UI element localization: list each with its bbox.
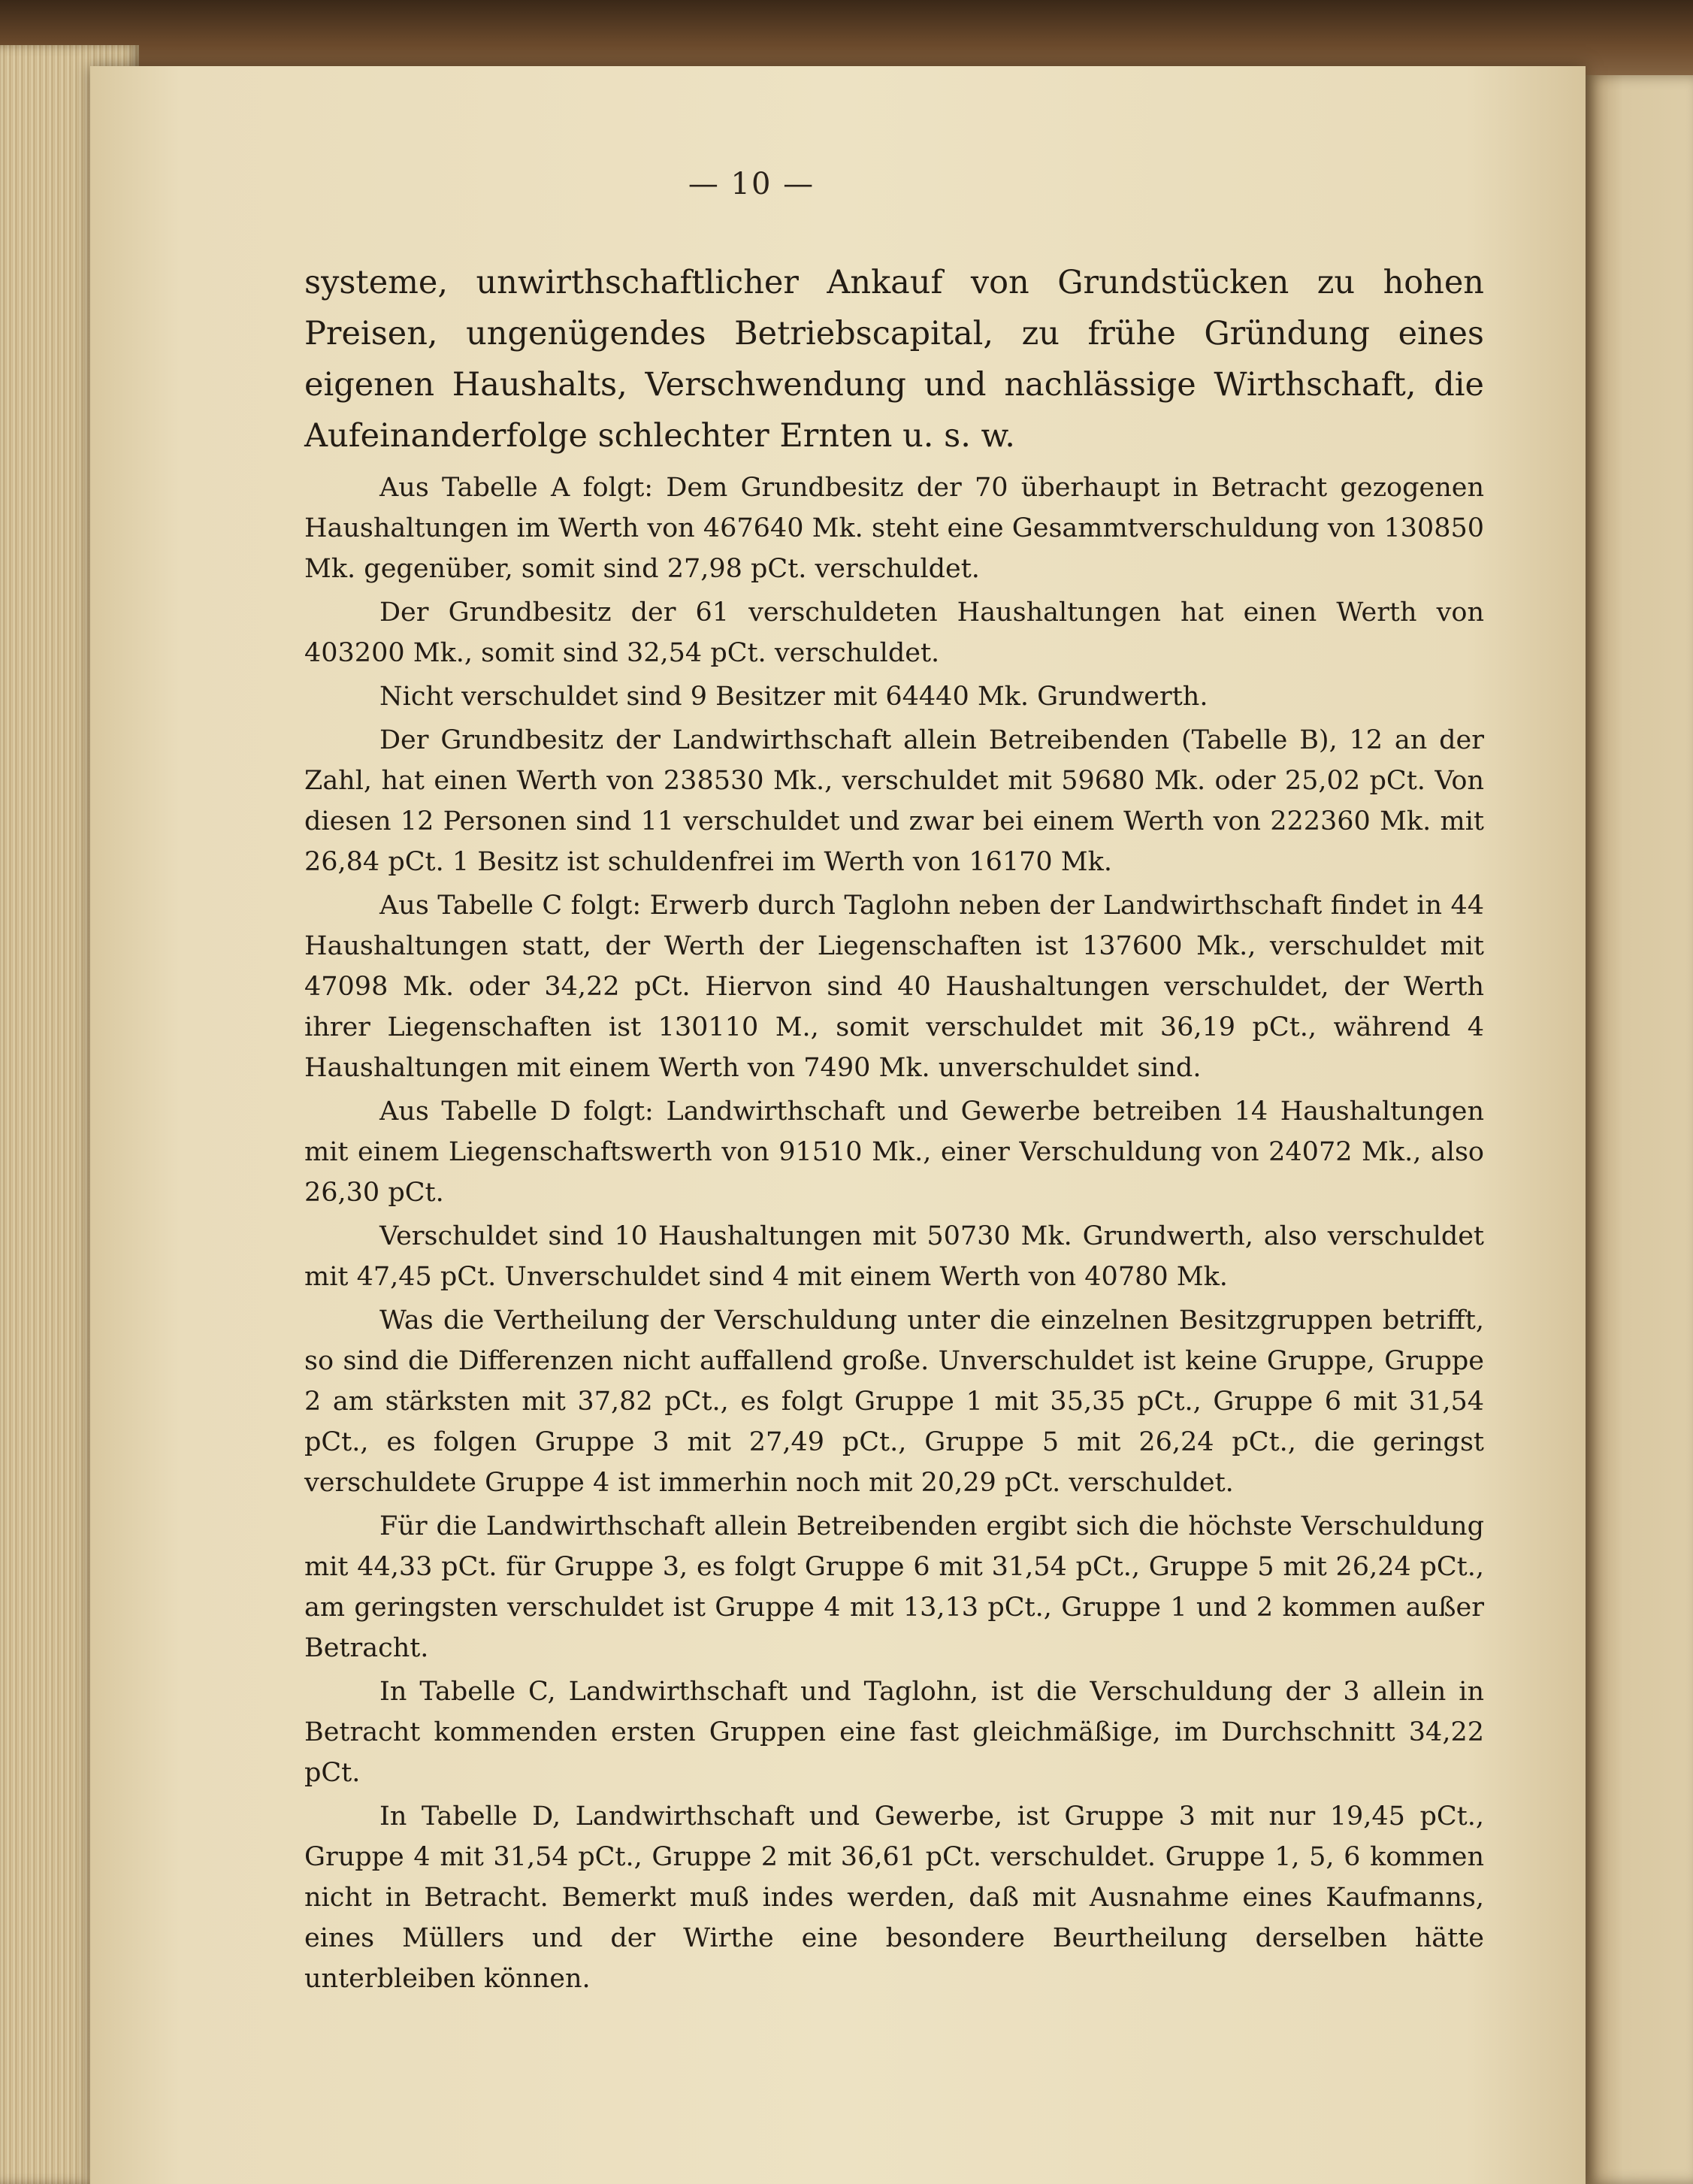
- body-text: [304, 257, 1484, 2002]
- facing-page-edge: [1586, 75, 1693, 2184]
- paragraph-tabelle-a: Aus Tabelle A folgt: Dem Grundbesitz der 70 überhaupt in Betracht gezogenen Haushaltungen im Werth von 467640 Mk. steht eine Gesammtverschuldung von 130850 Mk. gegenüber, somit sind 27,98 pCt. verschuldet.: [304, 473, 1484, 584]
- paragraph-tabelle-d: Aus Tabelle D folgt: Landwirthschaft und Gewerbe betreiben 14 Haushaltungen mit einem Liegenschaftswerth von 91510 Mk., einer Verschuldung von 24072 Mk., also 26,30 pCt.: [304, 1097, 1484, 1208]
- paragraph-tabelle-b: Der Grundbesitz der Landwirthschaft allein Betreibenden (Tabelle B), 12 an der Zahl, hat einen Werth von 238530 Mk., verschuldet mit 59680 Mk. oder 25,02 pCt. Von diesen 12 Personen sind 11 verschuldet und zwar bei einem Werth von 222360 Mk. mit 26,84 pCt. 1 Besitz ist schuldenfrei im Werth von 16170 Mk.: [304, 725, 1484, 877]
- paragraph-continuation: systeme, unwirthschaftlicher Ankauf von Grundstücken zu hohen Preisen, ungenügendes Betriebscapital, zu frühe Gründung eines eigenen Haushalts, Verschwendung und nachlässige Wirthschaft, die Aufeinanderfolge schlechter Ernten u. s. w.: [304, 264, 1484, 455]
- paragraph-tabelle-c-summary: In Tabelle C, Landwirthschaft und Taglohn, ist die Verschuldung der 3 allein in Betracht kommenden ersten Gruppen eine fast gleichmäßige, im Durchschnitt 34,22 pCt.: [304, 1677, 1484, 1788]
- paragraph-distribution: Was die Vertheilung der Verschuldung unter die einzelnen Besitzgruppen betrifft, so sind die Differenzen nicht auffallend große. Unverschuldet ist keine Gruppe, Gruppe 2 am stärksten mit 37,82 pCt., es folgt Gruppe 1 mit 35,35 pCt., Gruppe 6 mit 31,54 pCt., es folgen Gruppe 3 mit 27,49 pCt., Gruppe 5 mit 26,24 pCt., die geringst verschuldete Gruppe 4 ist immerhin noch mit 20,29 pCt. verschuldet.: [304, 1305, 1484, 1498]
- paragraph-tabelle-d-summary: In Tabelle D, Landwirthschaft und Gewerbe, ist Gruppe 3 mit nur 19,45 pCt., Gruppe 4 mit 31,54 pCt., Gruppe 2 mit 36,61 pCt. verschuldet. Gruppe 1, 5, 6 kommen nicht in Betracht. Bemerkt muß indes werden, daß mit Ausnahme eines Kaufmanns, eines Müllers und der Wirthe eine besondere Beurtheilung derselben hätte unterbleiben können.: [304, 1801, 1484, 1994]
- paragraph-not-indebted: Nicht verschuldet sind 9 Besitzer mit 64440 Mk. Grundwerth.: [379, 682, 1208, 712]
- paragraph-61-households: Der Grundbesitz der 61 verschuldeten Haushaltungen hat einen Werth von 403200 Mk., somit sind 32,54 pCt. verschuldet.: [304, 597, 1484, 668]
- paragraph-10-households: Verschuldet sind 10 Haushaltungen mit 50730 Mk. Grundwerth, also verschuldet mit 47,45 pCt. Unverschuldet sind 4 mit einem Werth von 40780 Mk.: [304, 1221, 1484, 1292]
- paragraph-agriculture-only: Für die Landwirthschaft allein Betreibenden ergibt sich die höchste Verschuldung mit 44,33 pCt. für Gruppe 3, es folgt Gruppe 6 mit 31,54 pCt., Gruppe 5 mit 26,24 pCt., am geringsten verschuldet ist Gruppe 4 mit 13,13 pCt., Gruppe 1 und 2 kommen außer Betracht.: [304, 1511, 1484, 1663]
- page-number: — 10 —: [688, 167, 815, 201]
- paragraph-tabelle-c: Aus Tabelle C folgt: Erwerb durch Taglohn neben der Landwirthschaft findet in 44 Haushaltungen statt, der Werth der Liegenschaften ist 137600 Mk., verschuldet mit 47098 Mk. oder 34,22 pCt. Hiervon sind 40 Haushaltungen verschuldet, der Werth ihrer Liegenschaften ist 130110 M., somit verschuldet mit 36,19 pCt., während 4 Haushaltungen mit einem Werth von 7490 Mk. unverschuldet sind.: [304, 891, 1484, 1083]
